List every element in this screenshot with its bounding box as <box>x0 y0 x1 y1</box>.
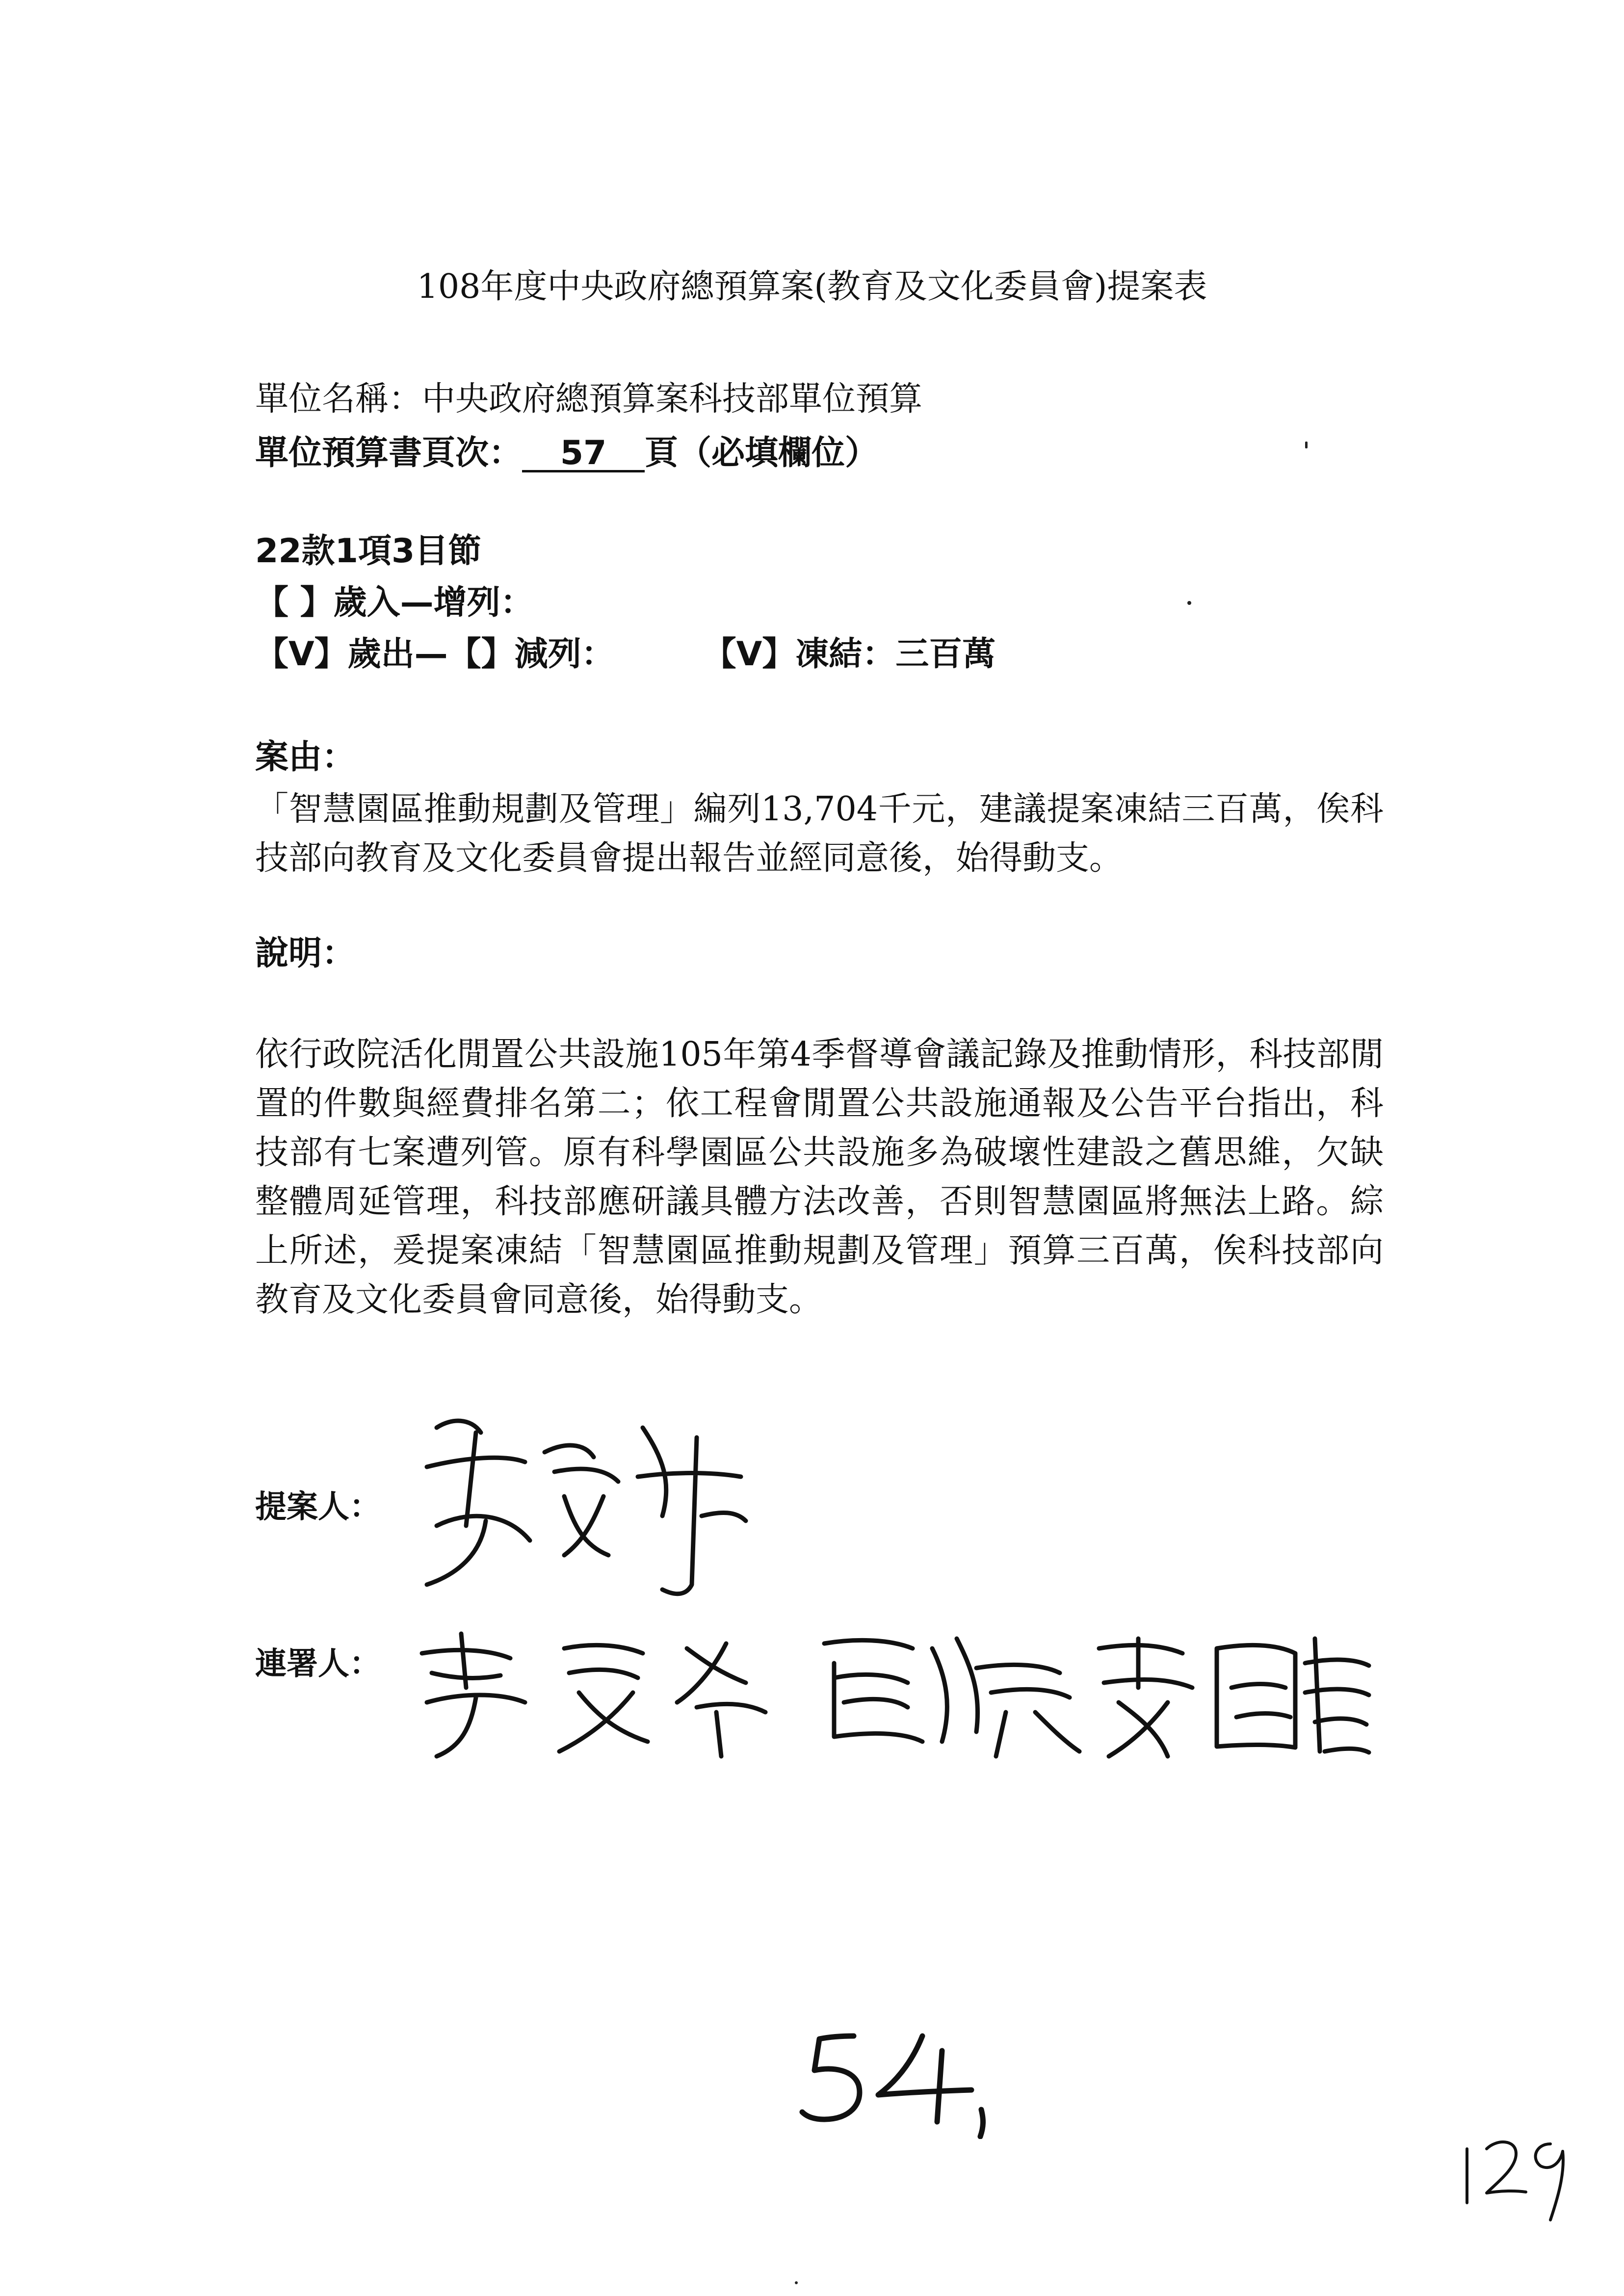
svg-text:129: 129 <box>1452 2129 1453 2130</box>
expense-prefix: 【V】歲出—【】減列： <box>255 635 615 674</box>
unit-name-label: 單位名稱： <box>255 380 422 418</box>
scan-speck <box>795 2281 798 2284</box>
explanation-text: 依行政院活化閒置公共設施105年第4季督導會議記錄及推動情形，科技部閒置的件數與經費排名第二；依工程會閒置公共設施通報及公告平台指出，科技部有七案遭列管。原有科學園區公共設施多為破壞性建設之舊思維，欠缺整體周延管理，科技部應研議具體方法改善，否則智慧園區將無法上路。綜上所述，爰提案凍結「智慧園區推動規劃及管理」預算三百萬，俟科技部向教育及文化委員會同意後，始得動支。 <box>255 1035 1384 1319</box>
cosigners-label: 連署人： <box>255 1646 381 1682</box>
unit-page-label: 單位預算書頁次： <box>255 434 523 472</box>
scan-speck <box>1187 601 1191 605</box>
explanation-heading: 說明： <box>255 934 356 973</box>
unit-name-value: 中央政府總預算案科技部單位預算 <box>422 380 923 418</box>
unit-name-line <box>255 380 923 418</box>
case-heading: 案由： <box>255 738 356 777</box>
proposer-label: 提案人： <box>255 1489 381 1525</box>
unit-page-value: 57 <box>522 437 645 472</box>
freeze-amount: 【V】凍結：三百萬 <box>703 635 996 674</box>
svg-text:54,: 54, <box>795 2021 796 2022</box>
page-number-handwritten <box>1452 2129 1580 2227</box>
revenue-line: 【 】歲入—增列： <box>255 583 534 622</box>
cosigner-signatures <box>402 1619 1374 1766</box>
document-title: 108年度中央政府總預算案(教育及文化委員會)提案表 <box>417 267 1207 306</box>
proposer-signature <box>407 1398 760 1604</box>
case-text: 「智慧園區推動規劃及管理」編列13,704千元，建議提案凍結三百萬，俟科技部向教育及文化委員會提出報告並經同意後，始得動支。 <box>255 790 1384 878</box>
budget-item-code: 22款1項3目節 <box>255 532 482 571</box>
unit-page-suffix: 頁（必填欄位） <box>645 434 879 472</box>
handwritten-number-54 <box>795 2021 1001 2139</box>
unit-page-line <box>255 434 879 472</box>
scan-speck <box>1305 442 1308 448</box>
expense-line <box>255 635 996 674</box>
